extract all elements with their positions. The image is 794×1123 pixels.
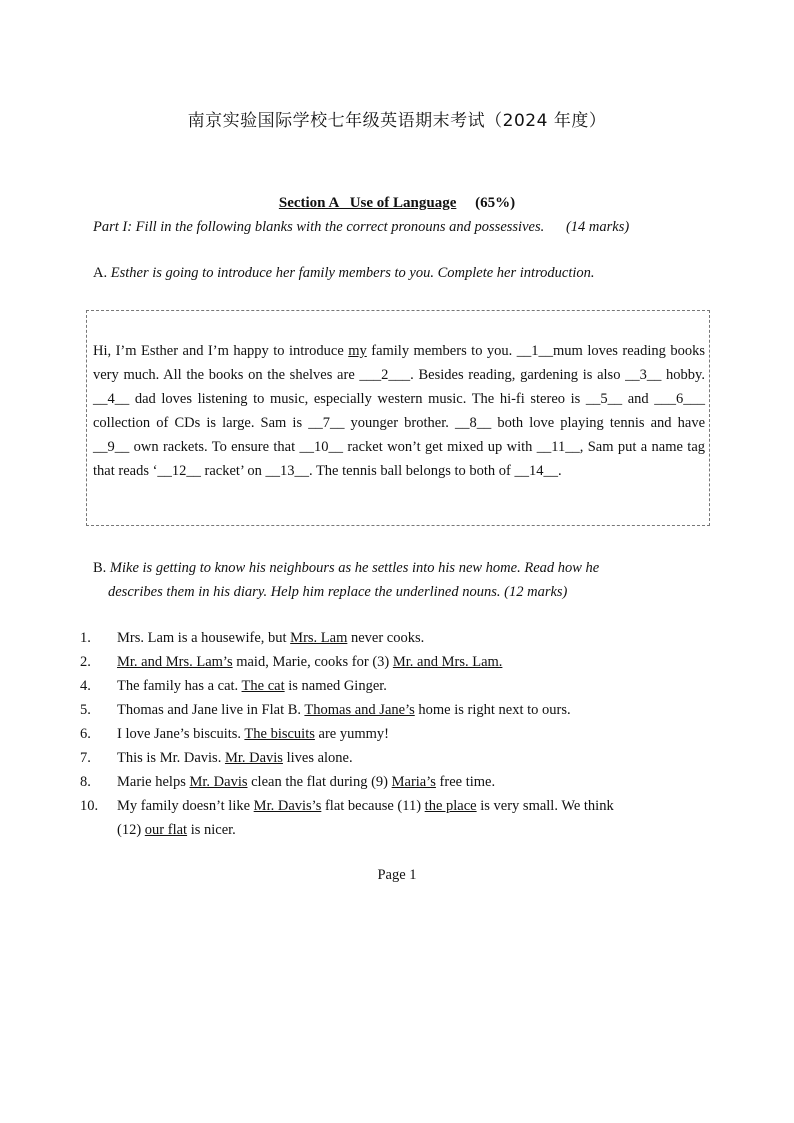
part-b-instruction <box>93 556 693 604</box>
underlined-noun: Mr. Davis <box>189 774 248 790</box>
passage-text <box>93 339 709 483</box>
passage-box <box>86 310 710 526</box>
part-1-text: Part I: Fill in the following blanks with the correct pronouns and possessives. <box>93 219 545 235</box>
underlined-noun: the place <box>424 798 477 814</box>
replacement-list <box>80 626 720 842</box>
item-text-part: maid, Marie, cooks for (3) <box>232 654 393 670</box>
item-number: 8. <box>80 774 91 790</box>
list-item <box>80 722 720 746</box>
passage-my: my <box>348 343 367 359</box>
item-text-part: never cooks. <box>347 630 425 646</box>
section-percent: (65%) <box>475 195 516 211</box>
part-a-instruction <box>93 265 595 282</box>
item-text-part: (12) <box>117 822 145 838</box>
passage-s1a: Hi, I’m Esther and I’m happy to introduce <box>93 343 349 359</box>
page-number: Page 1 <box>377 867 417 883</box>
list-item <box>80 698 720 722</box>
item-text-part: flat because (11) <box>321 798 425 814</box>
list-item <box>80 794 720 842</box>
item-number: 5. <box>80 702 91 718</box>
item-text <box>117 650 720 674</box>
underlined-noun: Mr. and Mrs. Lam’s <box>117 654 233 670</box>
item-number: 4. <box>80 678 91 694</box>
part-b-line1: Mike is getting to know his neighbours as he settles into his new home. Read how he <box>109 560 600 576</box>
part-a-letter: A. <box>93 265 108 281</box>
list-item <box>80 674 720 698</box>
item-number: 2. <box>80 654 91 670</box>
item-text-part: I love Jane’s biscuits. <box>117 726 245 742</box>
part-b-line2: describes them in his diary. Help him replace the underlined nouns. (12 marks) <box>108 584 568 600</box>
item-number: 6. <box>80 726 91 742</box>
part-a-text: Esther is going to introduce her family members to you. Complete her introduction. <box>110 265 595 281</box>
item-text-part: Marie helps <box>117 774 190 790</box>
underlined-noun: our flat <box>144 822 188 838</box>
page-title: 南京实验国际学校七年级英语期末考试（2024 年度） <box>187 111 607 131</box>
item-text-part: home is right next to ours. <box>414 702 571 718</box>
underlined-noun: Mrs. Lam <box>290 630 348 646</box>
underlined-noun: Mr. and Mrs. Lam. <box>392 654 503 670</box>
item-text <box>117 770 720 794</box>
item-text-part: is nicer. <box>187 822 236 838</box>
underlined-noun: Thomas and Jane’s <box>304 702 415 718</box>
underlined-noun: The biscuits <box>244 726 315 742</box>
underlined-noun: Maria’s <box>391 774 436 790</box>
item-number: 7. <box>80 750 91 766</box>
item-number: 10. <box>80 798 99 814</box>
list-item <box>80 626 720 650</box>
list-item <box>80 770 720 794</box>
item-text <box>117 698 720 722</box>
item-text-part: The family has a cat. <box>117 678 242 694</box>
part-1-marks: (14 marks) <box>565 219 630 235</box>
section-label: Section A Use of Language <box>278 195 457 211</box>
item-text-part: is very small. We think <box>476 798 614 814</box>
item-text-part: lives alone. <box>282 750 353 766</box>
item-number: 1. <box>80 630 91 646</box>
underlined-noun: Mr. Davis’s <box>253 798 322 814</box>
item-text <box>117 674 720 698</box>
item-text-part: Mrs. Lam is a housewife, but <box>117 630 291 646</box>
item-text-part: is named Ginger. <box>284 678 387 694</box>
item-text <box>117 722 720 746</box>
item-text <box>117 626 720 650</box>
item-text-part: free time. <box>435 774 496 790</box>
item-text-part: My family doesn’t like <box>117 798 254 814</box>
item-text-part: are yummy! <box>314 726 389 742</box>
underlined-noun: The cat <box>241 678 285 694</box>
item-text <box>117 794 720 842</box>
item-text-part: clean the flat during (9) <box>247 774 392 790</box>
part-1-instruction <box>93 219 629 236</box>
item-text-part: This is Mr. Davis. <box>117 750 225 766</box>
part-b-letter: B. <box>93 560 107 576</box>
list-item <box>80 650 720 674</box>
underlined-noun: Mr. Davis <box>224 750 283 766</box>
passage-s1b: family members to you. __1__mum loves reading books very much. All the books on the shelves are ___2___. Besides reading, gardening is also __3__ hobby. __4__ dad loves listening to music, especially western music. The hi-fi stereo is __5__ and ___6___ collection of CDs is large. Sam is __7__ younger brother. __8__ both love playing tennis and have __9__ own rackets. To ensure that __10__ racket won’t get mixed up with __11__, Sam put a name tag that reads ‘__12__ racket’ on __13__. The tennis ball belongs to both of __14__. <box>93 343 709 479</box>
item-text <box>117 746 720 770</box>
section-heading <box>0 195 794 212</box>
list-item <box>80 746 720 770</box>
item-text-part: Thomas and Jane live in Flat B. <box>117 702 305 718</box>
